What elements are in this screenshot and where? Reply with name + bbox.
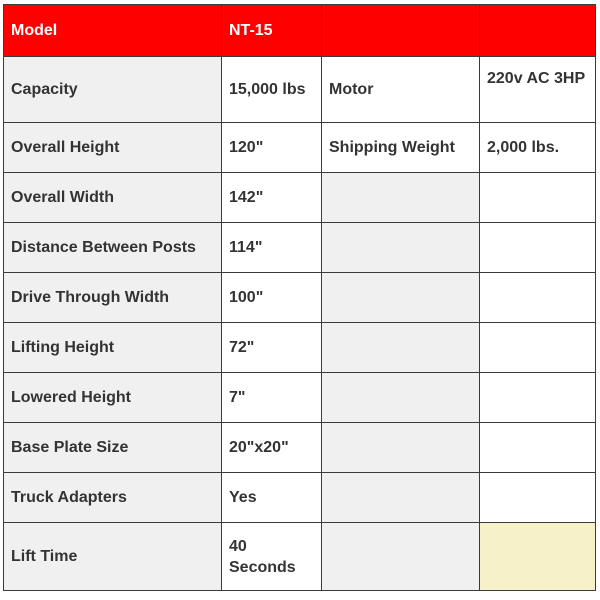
table-row [4,57,596,123]
spec-label-secondary [322,173,480,223]
spec-label: Overall Height [4,123,222,173]
spec-value-secondary [480,523,596,591]
spec-label-secondary [322,323,480,373]
spec-value: 20"x20" [222,423,322,473]
table-row [4,123,596,173]
spec-value-secondary [480,373,596,423]
spec-value: 100" [222,273,322,323]
spec-label: Distance Between Posts [4,223,222,273]
spec-value: 40 Seconds [222,523,322,591]
table-row [4,523,596,591]
spec-label-secondary [322,473,480,523]
spec-value: 7" [222,373,322,423]
spec-value: 114" [222,223,322,273]
spec-value-secondary [480,423,596,473]
header-model-label: Model [4,5,222,57]
spec-label-secondary [322,523,480,591]
spec-label-secondary: Motor [322,57,480,123]
spec-label: Base Plate Size [4,423,222,473]
table-row [4,223,596,273]
table-header-row [4,5,596,57]
spec-table [3,4,596,591]
spec-value: 72" [222,323,322,373]
header-empty-cell [322,5,480,57]
spec-value-secondary [480,273,596,323]
spec-label-secondary: Shipping Weight [322,123,480,173]
spec-label-secondary [322,223,480,273]
spec-value: 15,000 lbs [222,57,322,123]
spec-label: Overall Width [4,173,222,223]
spec-value: 142" [222,173,322,223]
spec-label: Lifting Height [4,323,222,373]
spec-value-secondary [480,473,596,523]
spec-label-secondary [322,373,480,423]
spec-label-secondary [322,423,480,473]
spec-label-secondary [322,273,480,323]
spec-value-secondary: 220v AC 3HP [480,57,596,123]
table-row [4,473,596,523]
spec-value-secondary [480,323,596,373]
spec-label: Capacity [4,57,222,123]
spec-value: 120" [222,123,322,173]
table-row [4,323,596,373]
spec-value-secondary: 2,000 lbs. [480,123,596,173]
spec-label: Drive Through Width [4,273,222,323]
spec-value-secondary [480,173,596,223]
spec-label: Lowered Height [4,373,222,423]
header-empty-cell [480,5,596,57]
table-row [4,373,596,423]
table-row [4,273,596,323]
table-row [4,173,596,223]
spec-label: Lift Time [4,523,222,591]
spec-value-secondary [480,223,596,273]
table-row [4,423,596,473]
spec-value: Yes [222,473,322,523]
spec-label: Truck Adapters [4,473,222,523]
header-model-value: NT-15 [222,5,322,57]
